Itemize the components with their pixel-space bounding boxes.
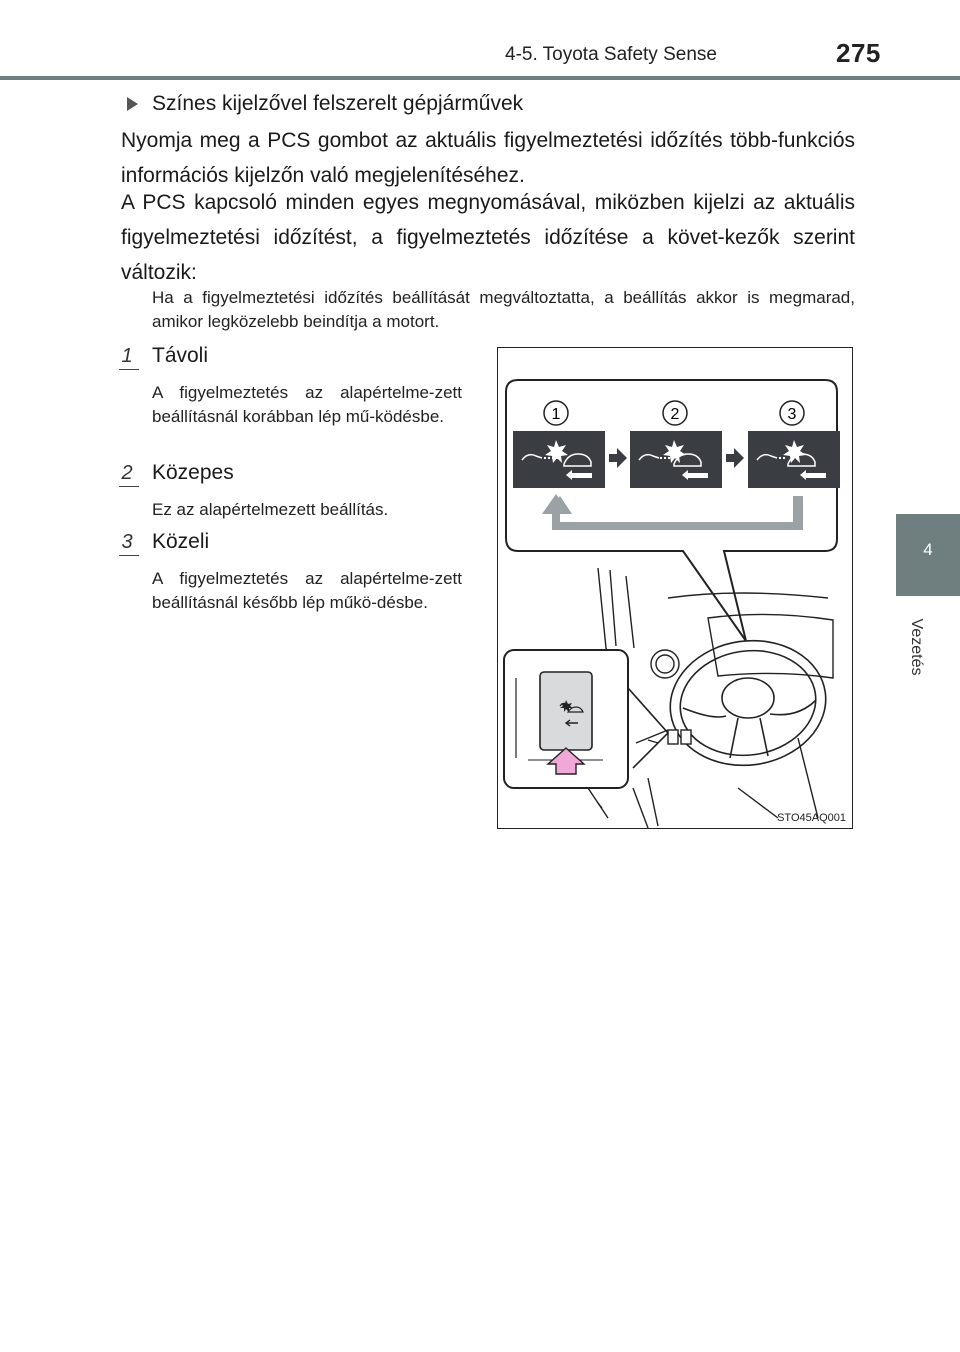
- inset-pointer: [628, 688, 668, 768]
- item-title-2: Közepes: [152, 461, 234, 484]
- pcs-screen-far: [513, 431, 605, 488]
- item-description-1: A figyelmeztetés az alapértelme-zett beállításnál korábban lép mű-ködésbe.: [152, 383, 462, 426]
- svg-text:3: 3: [787, 406, 797, 423]
- header-section-title: 4-5. Toyota Safety Sense: [505, 44, 717, 65]
- item-description-3: A figyelmeztetés az alapértelme-zett beállításnál később lép műkö-désbe.: [152, 569, 462, 612]
- pcs-button: [540, 672, 592, 750]
- item-number-1: 1: [116, 344, 138, 368]
- pcs-screen-medium: [630, 431, 722, 488]
- paragraph-1: Nyomja meg a PCS gombot az aktuális figyelmeztetési időzítés több-funkciós információs kijelzőn való megjelenítéséhez.: [121, 129, 855, 187]
- illustration-drawing: [498, 348, 853, 829]
- page-number: 275: [836, 38, 881, 68]
- chapter-label: [900, 606, 928, 696]
- item-number-3: 3: [116, 530, 138, 554]
- bullet-heading-text: Színes kijelzővel felszerelt gépjárművek: [152, 92, 524, 115]
- paragraph-2: A PCS kapcsoló minden egyes megnyomásával, miközben kijelzi az aktuális figyelmeztetési időzítést, a figyelmeztetés időzítése a követ-kezők szerint változik:: [121, 191, 855, 284]
- item-title-1: Távoli: [152, 344, 209, 367]
- item-description-2: Ez az alapértelmezett beállítás.: [152, 500, 389, 519]
- pcs-screen-near: [748, 431, 840, 488]
- item-number-2: 2: [116, 461, 138, 485]
- item-title-3: Közeli: [152, 530, 210, 553]
- chapter-tab-number: 4: [923, 540, 933, 559]
- chapter-tab[interactable]: [896, 514, 960, 596]
- chapter-label-text: Vezetés: [908, 618, 925, 676]
- steering-wheel-icon: [662, 631, 834, 776]
- bullet-heading: [127, 92, 523, 116]
- note-text: Ha a figyelmeztetési időzítés beállítását megváltoztatta, a beállítás akkor is megmarad, amikor legközelebb beindítja a motort.: [152, 288, 855, 331]
- figure-code: STO45AQ001: [777, 812, 846, 824]
- svg-text:1: 1: [551, 406, 561, 423]
- pcs-illustration: [497, 347, 853, 829]
- button-inset: [504, 650, 628, 788]
- svg-text:2: 2: [670, 406, 680, 423]
- triangle-bullet-icon: [127, 97, 138, 111]
- header-rule: [0, 76, 960, 80]
